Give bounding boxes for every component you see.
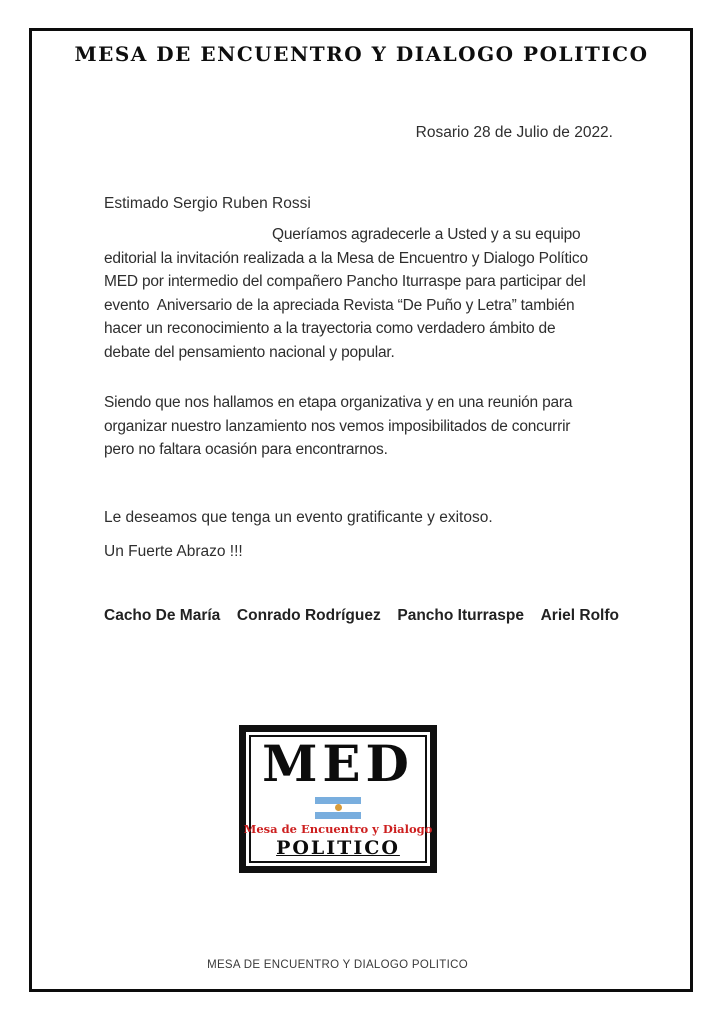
signature-name: Ariel Rolfo — [540, 607, 619, 624]
signatures-row — [104, 607, 619, 625]
paragraph-1-line: debate del pensamiento nacional y popular. — [104, 343, 395, 361]
sun-icon — [335, 804, 342, 811]
paragraph-1 — [104, 223, 588, 364]
logo-tagline: Mesa de Encuentro y Dialogo — [243, 822, 433, 836]
flag-stripe-top — [315, 797, 361, 804]
signature-name: Pancho Iturraspe — [397, 607, 524, 624]
logo-acronym: MED — [262, 734, 414, 793]
salutation-line: Estimado Sergio Ruben Rossi — [104, 195, 311, 212]
paragraph-2-line: organizar nuestro lanzamiento nos vemos imposibilitados de concurrir — [104, 417, 571, 435]
paragraph-2-line: Siendo que nos hallamos en etapa organizativa y en una reunión para — [104, 394, 573, 411]
flag-stripe-middle — [315, 804, 361, 811]
signature-name: Cacho De María — [104, 607, 221, 624]
paragraph-1-line: hacer un reconocimiento a la trayectoria como verdadero ámbito de — [104, 320, 556, 337]
date-line: Rosario 28 de Julio de 2022. — [415, 124, 613, 141]
flag-stripe-bottom — [315, 812, 361, 819]
paragraph-2-line: pero no faltara ocasión para encontrarnos. — [104, 441, 388, 458]
farewell-line: Un Fuerte Abrazo !!! — [104, 543, 243, 560]
med-logo — [239, 725, 437, 873]
paragraph-1-line: MED por intermedio del compañero Pancho Iturraspe para participar del — [104, 273, 586, 290]
paragraph-1-line: evento Aniversario de la apreciada Revista “De Puño y Letra” también — [104, 296, 575, 314]
logo-subtitle: POLITICO — [276, 837, 400, 859]
signature-name: Conrado Rodríguez — [236, 607, 381, 624]
footer-text: MESA DE ENCUENTRO Y DIALOGO POLITICO — [207, 959, 468, 971]
argentina-flag-icon — [315, 797, 361, 819]
closing-line: Le deseamos que tenga un evento gratificante y exitoso. — [104, 509, 493, 526]
med-logo-inner-border — [243, 734, 433, 863]
paragraph-2 — [104, 391, 572, 462]
paragraph-1-line: editorial la invitación realizada a la Mesa de Encuentro y Dialogo Político — [104, 249, 588, 267]
paragraph-1-line: Queríamos agradecerle a Usted y a su equipo — [272, 226, 581, 243]
letter-header-title: MESA DE ENCUENTRO Y DIALOGO POLITICO — [74, 42, 649, 66]
